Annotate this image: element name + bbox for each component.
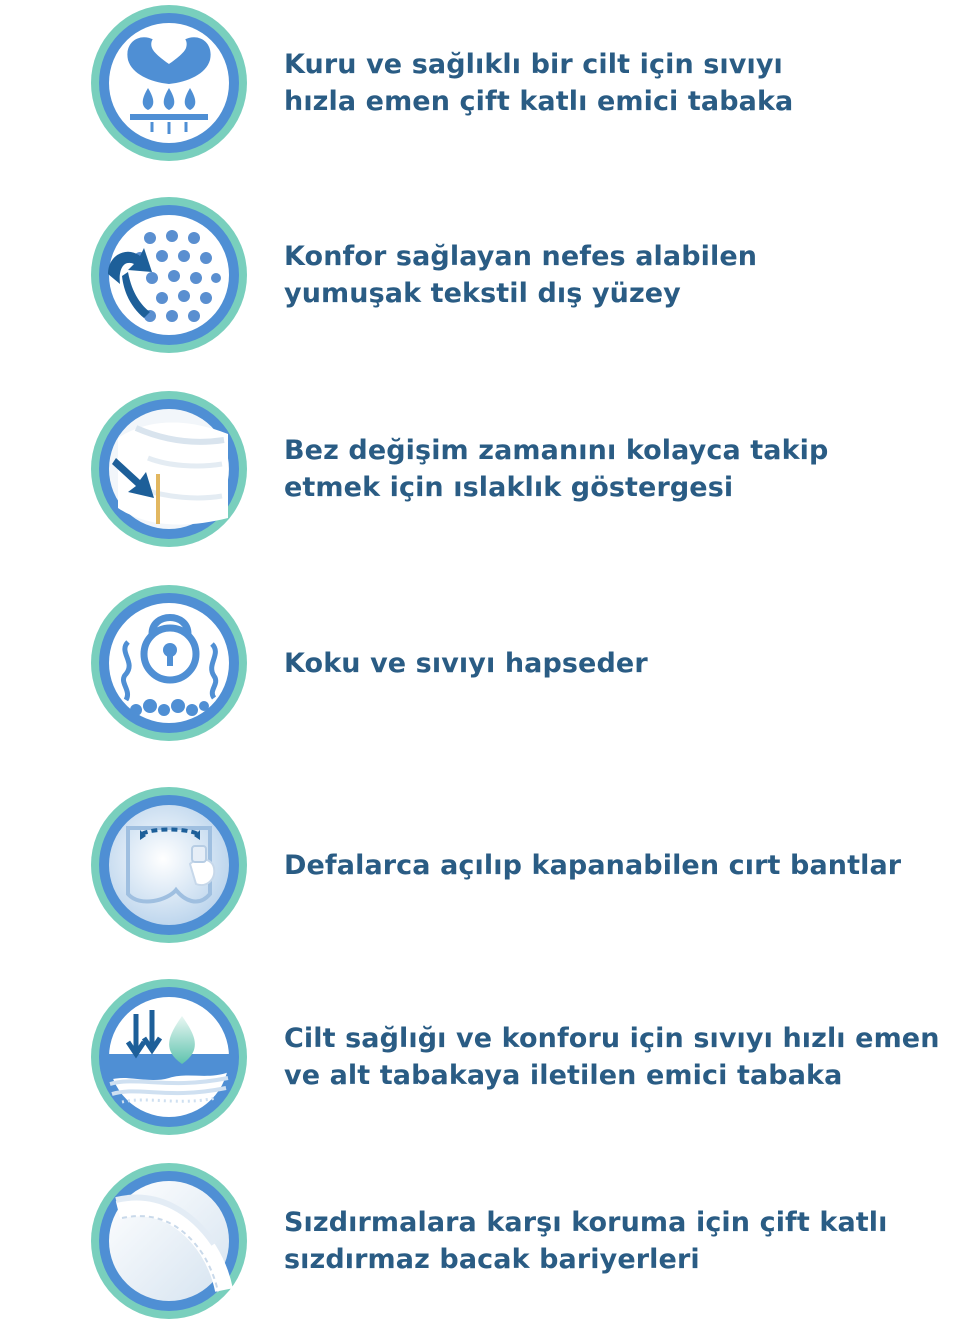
feature-item-refastenable-tapes: [0, 784, 966, 954]
feature-line: ve alt tabakaya iletilen emici tabaka: [284, 1060, 843, 1091]
feature-text: [284, 388, 924, 550]
leg-barrier-icon: [88, 1160, 250, 1322]
feature-text: [284, 2, 924, 164]
feature-text: [284, 582, 924, 744]
feature-line: yumuşak tekstil dış yüzey: [284, 278, 681, 309]
breathable-dots-arrow-icon: [88, 194, 250, 356]
feature-line: Sızdırmalara karşı koruma için çift katlı: [284, 1207, 888, 1238]
odor-lock-icon: [88, 582, 250, 744]
feature-line: Defalarca açılıp kapanabilen cırt bantlar: [284, 849, 902, 881]
feature-item-leg-barriers: [0, 1160, 966, 1330]
feature-text: [284, 1160, 924, 1322]
feature-line: Koku ve sıvıyı hapseder: [284, 647, 648, 679]
droplet-absorb-layer-icon: [88, 976, 250, 1138]
feature-line: Konfor sağlayan nefes alabilen: [284, 241, 758, 272]
wetness-indicator-icon: [88, 388, 250, 550]
refastenable-tape-icon: [88, 784, 250, 946]
feature-text: [284, 194, 924, 356]
feature-line: sızdırmaz bacak bariyerleri: [284, 1244, 700, 1275]
feature-item-breathable-surface: [0, 194, 966, 364]
feature-item-fast-absorb-layer: [0, 976, 966, 1146]
feature-line: etmek için ıslaklık göstergesi: [284, 472, 734, 503]
feature-line: Bez değişim zamanını kolayca takip: [284, 435, 829, 466]
feature-item-absorbent-layer: [0, 2, 966, 172]
feature-line: Cilt sağlığı ve konforu için sıvıyı hızlı emen: [284, 1023, 940, 1054]
feature-line: hızla emen çift katlı emici tabaka: [284, 86, 794, 117]
feature-line: Kuru ve sağlıklı bir cilt için sıvıyı: [284, 49, 783, 80]
feature-text: [284, 784, 924, 946]
hands-heart-droplets-icon: [88, 2, 250, 164]
feature-text: [284, 976, 940, 1138]
feature-item-wetness-indicator: [0, 388, 966, 558]
feature-item-odor-lock: [0, 582, 966, 752]
